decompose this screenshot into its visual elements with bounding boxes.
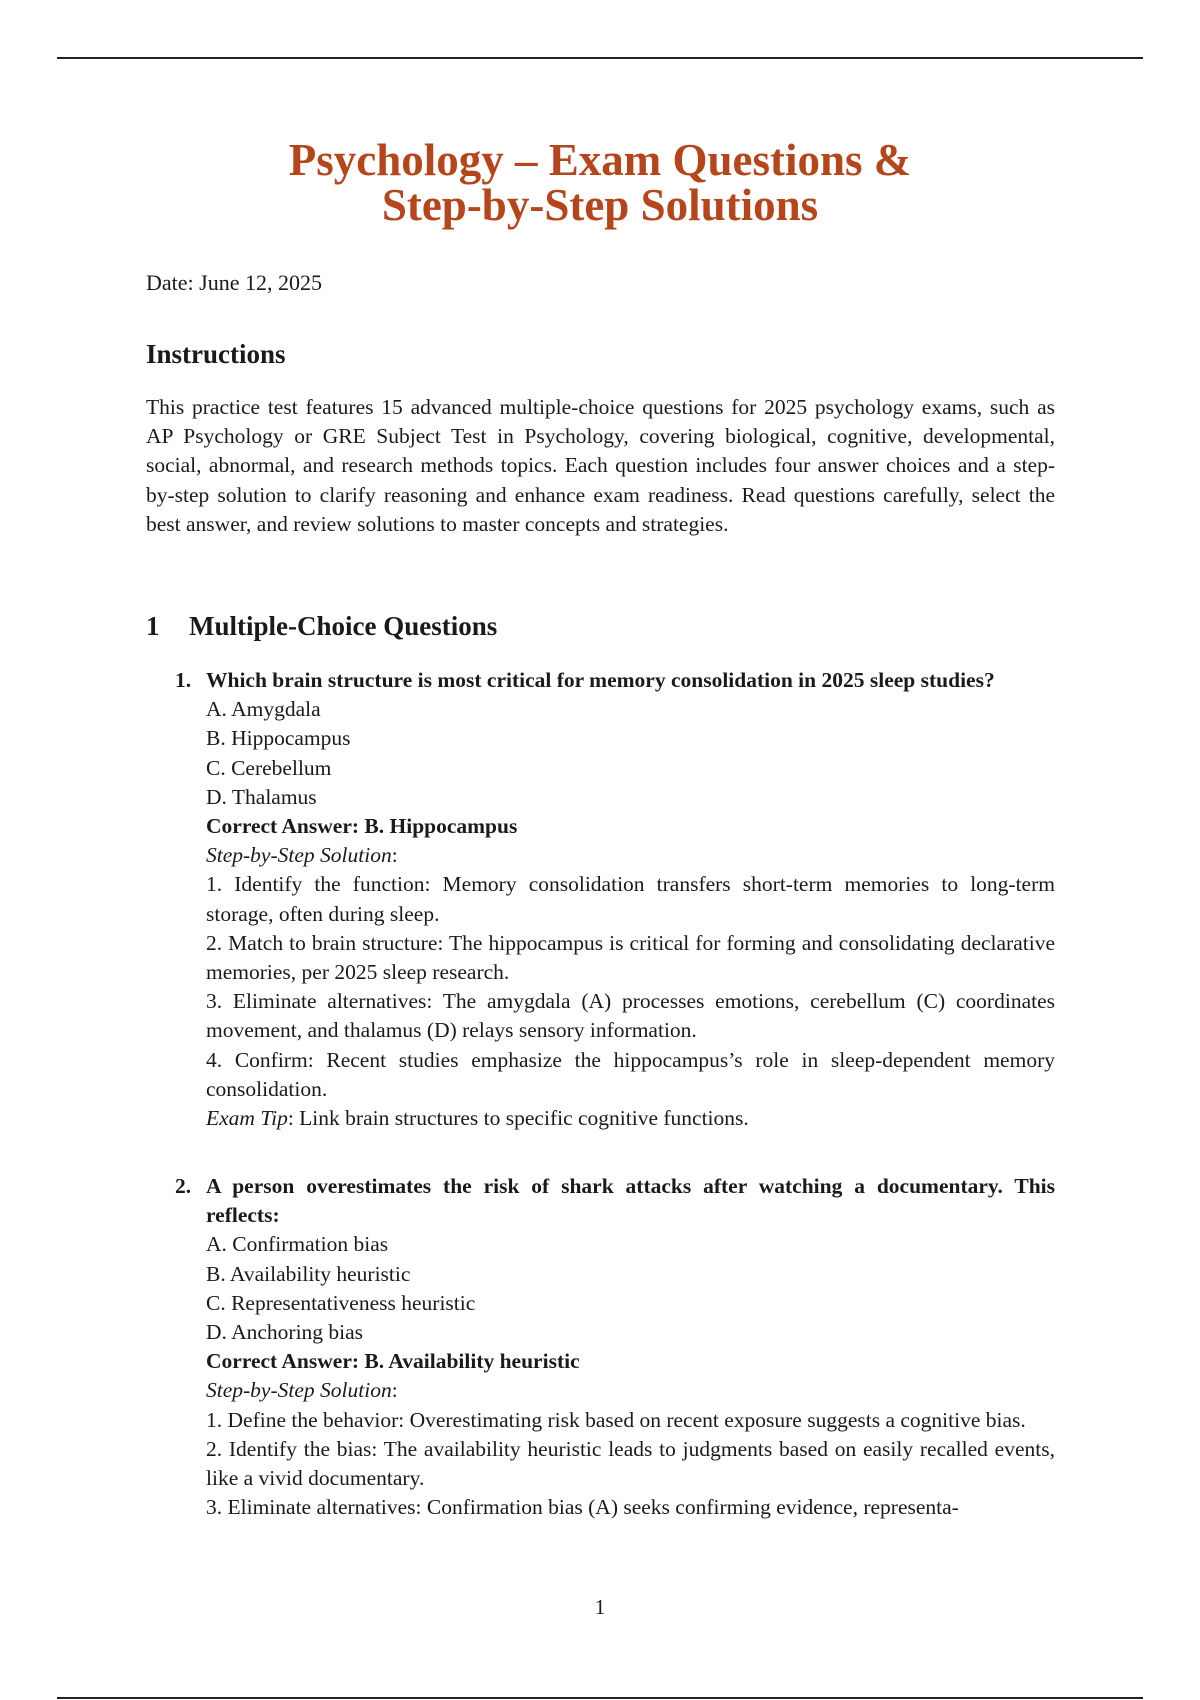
solution-heading: Step-by-Step Solution:	[206, 1378, 398, 1403]
solution-step: 2. Identify the bias: The availability heuristic leads to judgments based on easily recalled events, like a vivid documentary.	[206, 1436, 1055, 1491]
question-1	[175, 666, 1055, 1133]
question-number: 2.	[175, 1174, 192, 1198]
solution-label: Step-by-Step Solution	[206, 843, 392, 868]
option-a: A. Amygdala	[206, 697, 321, 722]
instructions-body: This practice test features 15 advanced multiple-choice questions for 2025 psychology exams, such as AP Psychology or GRE Subject Test in Psychology, covering biological, cognitive, developmental, social, abnormal, and research methods topics. Each question includes four answer choices and a step-by-step solution to clarify reasoning and enhance exam readiness. Read questions carefully, select the best answer, and review solutions to master concepts and strategies.	[146, 395, 1055, 536]
question-number: 1.	[175, 668, 192, 692]
solution-step: 3. Eliminate alternatives: Confirmation bias (A) seeks confirming evidence, representa-	[206, 1495, 959, 1520]
option-d: D. Anchoring bias	[206, 1320, 364, 1345]
instructions-heading: Instructions	[146, 339, 286, 369]
option-a: A. Confirmation bias	[206, 1232, 389, 1257]
section-title: Multiple-Choice Questions	[189, 611, 498, 641]
correct-answer	[206, 812, 1055, 841]
correct-answer-label: Correct Answer:	[206, 1349, 360, 1374]
correct-answer-value: B. Availability heuristic	[364, 1349, 580, 1374]
page-number: 1	[594, 1595, 606, 1619]
option-c: C. Cerebellum	[206, 755, 332, 780]
solution-step: 2. Match to brain structure: The hippocampus is critical for forming and consolidating declarative memories, per 2025 sleep research.	[206, 930, 1055, 985]
question-2	[175, 1172, 1055, 1522]
title-line-2: Step-by-Step Solutions	[381, 180, 819, 230]
solution-step: 4. Confirm: Recent studies emphasize the hippocampus’s role in sleep-dependent memory consolidation.	[206, 1047, 1055, 1101]
solution-step: 1. Define the behavior: Overestimating risk based on recent exposure suggests a cognitive bias.	[206, 1407, 1026, 1432]
option-b: B. Availability heuristic	[206, 1261, 411, 1286]
page-title	[0, 135, 1200, 230]
top-rule	[57, 57, 1143, 59]
question-text: Which brain structure is most critical for memory consolidation in 2025 sleep studies?	[206, 668, 995, 692]
correct-answer	[206, 1347, 1055, 1376]
solution-step: 1. Identify the function: Memory consolidation transfers short-term memories to long-term storage, often during sleep.	[206, 872, 1055, 926]
option-c: C. Representativeness heuristic	[206, 1290, 476, 1315]
correct-answer-label: Correct Answer:	[206, 814, 360, 839]
option-d: D. Thalamus	[206, 784, 317, 809]
date-line: Date: June 12, 2025	[146, 270, 322, 295]
section-number: 1	[146, 611, 160, 641]
solution-label: Step-by-Step Solution	[206, 1378, 392, 1403]
title-line-1: Psychology – Exam Questions &	[288, 135, 912, 185]
bottom-rule	[57, 1697, 1143, 1699]
correct-answer-value: B. Hippocampus	[364, 814, 518, 839]
solution-step: 3. Eliminate alternatives: The amygdala (A) processes emotions, cerebellum (C) coordinates movement, and thalamus (D) relays sensory information.	[206, 989, 1055, 1043]
solution-heading: Step-by-Step Solution:	[206, 843, 398, 868]
section-heading	[146, 610, 497, 642]
exam-tip	[206, 1104, 1055, 1133]
exam-tip-label: Exam Tip	[206, 1106, 288, 1131]
exam-tip-text: : Link brain structures to specific cognitive functions.	[287, 1106, 749, 1131]
question-text: A person overestimates the risk of shark attacks after watching a documentary. This reflects:	[206, 1174, 1055, 1228]
option-b: B. Hippocampus	[206, 726, 351, 751]
